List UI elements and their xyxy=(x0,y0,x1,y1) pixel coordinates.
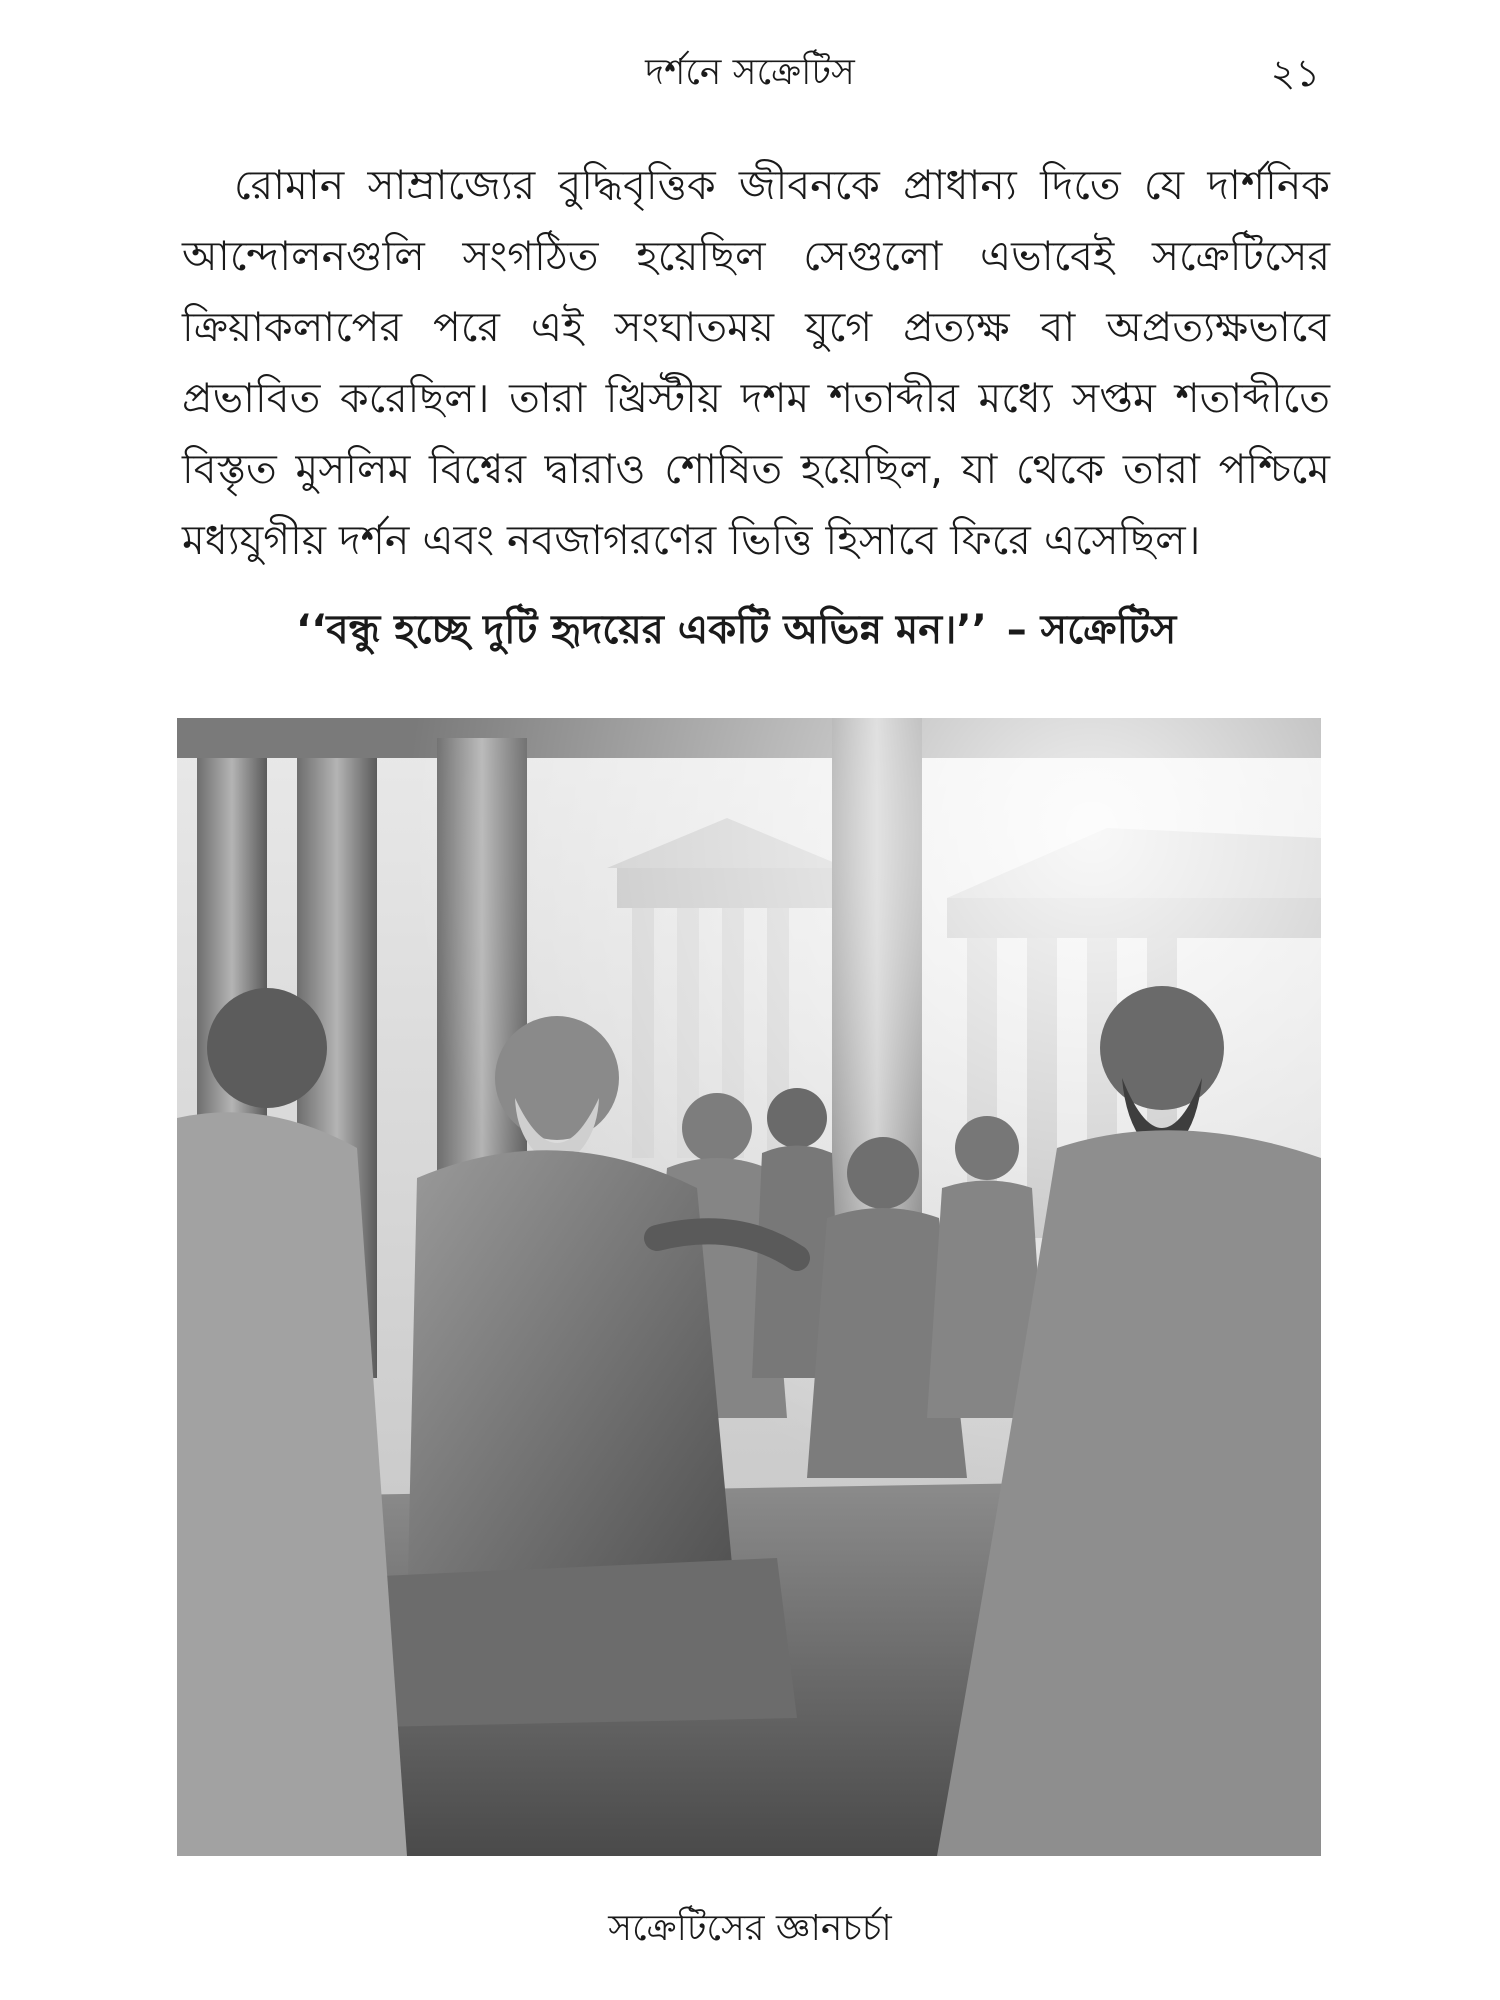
page-number: ২১ xyxy=(1270,51,1320,95)
pull-quote xyxy=(296,600,1336,660)
quote-text: ‘‘বন্ধু হচ্ছে দুটি হৃদয়ের একটি অভিন্ন মন।’’ xyxy=(296,607,987,653)
socrates-illustration xyxy=(177,718,1321,1856)
quote-attribution: – সক্রেটিস xyxy=(1006,607,1177,653)
book-title: সক্রেটিসের জ্ঞানচর্চা xyxy=(608,1908,892,1949)
body-paragraph: রোমান সাম্রাজ্যের বুদ্ধিবৃত্তিক জীবনকে প্রাধান্য দিতে যে দার্শনিক আন্দোলনগুলি সংগঠিত হয়েছিল সেগুলো এভাবেই সক্রেটিসের ক্রিয়াকলাপের পরে এই সংঘাতময় যুগে প্রত্যক্ষ বা অপ্রত্যক্ষভাবে প্রভাবিত করেছিল। তারা খ্রিস্টীয় দশম শতাব্দীর মধ্যে সপ্তম শতাব্দীতে বিস্তৃত মুসলিম বিশ্বের দ্বারাও শোষিত হয়েছিল, যা থেকে তারা পশ্চিমে মধ্যযুগীয় দর্শন এবং নবজাগরণের ভিত্তি হিসাবে ফিরে এসেছিল। xyxy=(182,161,1330,564)
running-title: দর্শনে সক্রেটিস xyxy=(645,52,855,93)
running-head xyxy=(0,48,1500,98)
